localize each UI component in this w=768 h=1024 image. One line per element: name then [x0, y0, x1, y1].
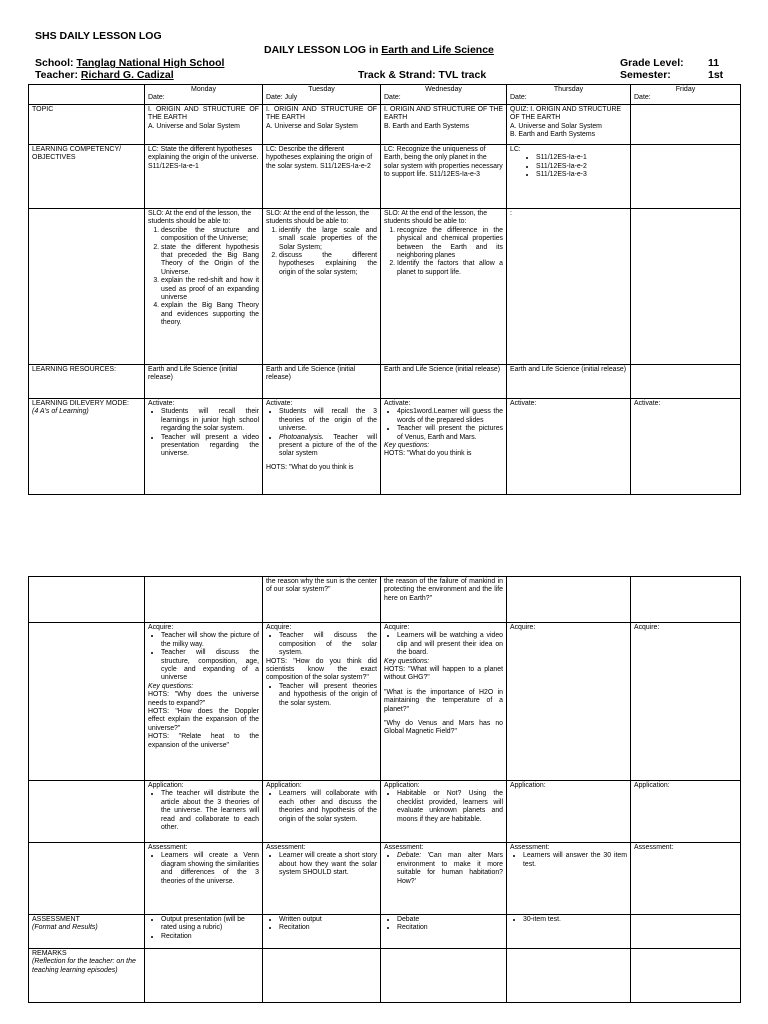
hots-question: HOTS: "What do you think is	[266, 463, 354, 471]
resources-friday	[631, 365, 741, 399]
slo-tuesday	[263, 209, 381, 365]
slo-thursday: :	[507, 209, 631, 365]
activate-heading: Activate:	[266, 400, 293, 407]
acquire-row	[29, 623, 741, 781]
topic-thursday	[507, 105, 631, 145]
assessment-item	[397, 852, 503, 886]
label-line: OBJECTIVES	[32, 154, 76, 162]
assessment-list	[148, 852, 259, 886]
application-heading: Application:	[634, 782, 670, 789]
assessment-heading: Assessment:	[148, 844, 188, 851]
application-wednesday	[381, 781, 507, 843]
delivery-row	[29, 399, 741, 495]
lesson-table-page1	[28, 84, 741, 495]
label-line: ASSESSMENT	[32, 916, 80, 923]
topic-line: A. Universe and Solar System	[266, 122, 358, 130]
acquire-monday	[145, 623, 263, 781]
lc-code-list	[510, 154, 627, 179]
assessment-item: • Learner will create a short story about how they want the solar system SHOULD start.	[279, 852, 377, 877]
cont-thursday	[507, 577, 631, 623]
subject-name: Earth and Life Science	[381, 44, 494, 56]
slo-head: SLO: At the end of the lesson, the students should be able to:	[266, 210, 370, 226]
assessment-monday	[145, 843, 263, 915]
application-monday	[145, 781, 263, 843]
assessment-heading: Assessment:	[510, 844, 550, 851]
delivery-wednesday	[381, 399, 507, 495]
topic-tuesday	[263, 105, 381, 145]
application-heading: Application:	[384, 782, 420, 789]
slo-friday	[631, 209, 741, 365]
slo-monday	[145, 209, 263, 365]
label-line: LEARNING DILEVERY MODE:	[32, 400, 129, 407]
slo-item: 1. describe the structure and composition of the Universe;	[161, 227, 259, 244]
acquire-tuesday	[263, 623, 381, 781]
assess-item: • Written output	[279, 916, 377, 924]
slo-item: 4. explain the Big Bang Theory and evidences supporting the theory.	[161, 302, 259, 327]
teacher-line	[35, 69, 174, 81]
assessment-list	[384, 852, 503, 886]
corner-cell	[29, 85, 145, 105]
acquire-label	[29, 623, 145, 781]
acquire-list	[384, 632, 503, 657]
application-list	[266, 790, 377, 824]
acquire-heading: Acquire:	[510, 624, 536, 631]
activate-item: • Students will recall their learnings in junior high school regarding the solar system.	[161, 408, 259, 433]
date-label: Date: July	[266, 94, 298, 101]
date-label: Date:	[510, 94, 527, 101]
acquire-thursday	[507, 623, 631, 781]
assess-list	[384, 916, 503, 933]
application-item: • The teacher will distribute the article about the 3 theories of the universe. The learners will read and collaborate to each other.	[161, 790, 259, 832]
slo-item: 3. explain the red-shift and how it used as proof of an expanding universe	[161, 277, 259, 302]
activate-heading: Activate:	[634, 400, 661, 407]
day-name: Wednesday	[425, 86, 462, 93]
lc-code: • S11/12ES-Ia-e-1	[536, 154, 627, 162]
delivery-label	[29, 399, 145, 495]
topic-wednesday	[381, 105, 507, 145]
day-name: Tuesday	[308, 86, 335, 93]
acquire-list	[148, 632, 259, 682]
activate-item: • Students will recall the 3 theories of the origin of the universe.	[279, 408, 377, 433]
application-tuesday	[263, 781, 381, 843]
assessment-activity-label	[29, 843, 145, 915]
label-line: LEARNING COMPETENCY/	[32, 146, 122, 153]
topic-line: B. Earth and Earth Systems	[384, 122, 470, 130]
topic-line: A. Universe and Solar System	[148, 122, 240, 130]
topic-line: I. ORIGIN AND STRUCTURE OF THE EARTH	[148, 106, 259, 122]
slo-item: 2. state the different hypothesis that preceded the Big Bang Theory of the Origin of the Universe.	[161, 244, 259, 278]
slo-list	[148, 227, 259, 328]
topic-line: QUIZ: I. ORIGIN AND STRUCTURE OF THE EARTH	[510, 106, 622, 122]
assessment-item: • Learners will answer the 30 item test.	[523, 852, 627, 869]
log-title	[264, 44, 494, 56]
activate-heading: Activate:	[148, 400, 175, 407]
hots-question: HOTS: "How does the Doppler effect explain the expansion of the universe?"	[148, 708, 259, 732]
remarks-tuesday	[263, 949, 381, 1003]
remarks-label	[29, 949, 145, 1003]
application-item: • Learners will collaborate with each other and discuss the theories and hypothesis of the origin of the solar system.	[279, 790, 377, 824]
topic-monday	[145, 105, 263, 145]
acquire-item: • Teacher will discuss the structure, composition, age, cycle and expanding of a universe	[161, 649, 259, 683]
lc-head: LC:	[510, 146, 521, 153]
cont-wednesday: the reason of the failure of mankind in protecting the environment and the life here on Earth?"	[381, 577, 507, 623]
label-subline: (Format and Results)	[32, 924, 98, 932]
question: "Why do Venus and Mars has no Global Magnetic Field?"	[384, 720, 503, 736]
label-subline: (4 A's of Learning)	[32, 408, 89, 416]
grade-value: 11	[708, 57, 720, 69]
day-cell-thursday	[507, 85, 631, 105]
slo-item: 2. Identify the factors that allow a planet to support life.	[397, 260, 503, 277]
school-line	[35, 57, 224, 69]
resources-row	[29, 365, 741, 399]
competency-tuesday: LC: Describe the different hypotheses explaining the origin of the solar system. S11/12ES-Ia-e-2	[263, 145, 381, 209]
day-name: Thursday	[553, 86, 584, 93]
label-subline: (Reflection for the teacher: on the teaching learning episodes)	[32, 958, 136, 974]
acquire-heading: Acquire:	[148, 624, 174, 631]
day-cell-wednesday	[381, 85, 507, 105]
application-thursday	[507, 781, 631, 843]
assess-monday	[145, 915, 263, 949]
application-heading: Application:	[510, 782, 546, 789]
resources-tuesday: Earth and Life Science (initial release)	[263, 365, 381, 399]
delivery-thursday	[507, 399, 631, 495]
assess-list	[510, 916, 627, 924]
slo-item: 1. identify the large scale and small scale properties of the Solar System;	[279, 227, 377, 252]
hots-question: HOTS: "What do you think is	[384, 450, 472, 458]
date-label: Date:	[384, 94, 401, 101]
assess-item: • Output presentation (will be rated using a rubric)	[161, 916, 259, 933]
topic-row	[29, 105, 741, 145]
assess-item: • 30-item test.	[523, 916, 627, 924]
hots-question: HOTS: "How do you think did scientists know the exact composition of the solar system?"	[266, 657, 377, 682]
assessment-friday	[631, 843, 741, 915]
day-cell-monday	[145, 85, 263, 105]
application-label	[29, 781, 145, 843]
assess-wednesday	[381, 915, 507, 949]
assess-list	[148, 916, 259, 941]
competency-monday: LC: State the different hypotheses explaining the origin of the universe. S11/12ES-Ia-e-1	[145, 145, 263, 209]
assessment-heading: Assessment:	[634, 844, 674, 851]
photoanalysis-label: Photoanalysis.	[279, 433, 324, 441]
assessment-list	[510, 852, 627, 869]
application-row	[29, 781, 741, 843]
assessment-list	[266, 852, 377, 877]
track-strand: Track & Strand: TVL track	[358, 69, 487, 81]
assess-list	[266, 916, 377, 933]
activate-item: • 4pics1word.Learner will guess the words of the prepared slides	[397, 408, 503, 425]
activate-list	[266, 408, 377, 458]
assess-item: • Recitation	[397, 924, 503, 932]
application-list	[148, 790, 259, 832]
competency-wednesday: LC: Recognize the uniqueness of Earth, being the only planet in the solar system with properties necessary to support life. S11/12ES-Ia-e-3	[381, 145, 507, 209]
activate-item: • Teacher will present the pictures of Venus, Earth and Mars.	[397, 425, 503, 442]
competency-thursday	[507, 145, 631, 209]
assess-item: • Recitation	[279, 924, 377, 932]
lc-code: • S11/12ES-Ia-e-2	[536, 163, 627, 171]
activate-list	[148, 408, 259, 458]
acquire-heading: Acquire:	[384, 624, 410, 631]
debate-topic: 'Can man alter Mars environment to make it more suitable for human habitation? How?'	[397, 852, 503, 885]
application-list	[384, 790, 503, 824]
resources-label: LEARNING RESOURCES:	[29, 365, 145, 399]
application-item: • Habitable or Not? Using the checklist provided, learners will evaluate unknown planets and moons if they are habitable.	[397, 790, 503, 824]
assessment-wednesday	[381, 843, 507, 915]
activate-list	[384, 408, 503, 442]
competency-label	[29, 145, 145, 209]
day-cell-friday	[631, 85, 741, 105]
resources-wednesday: Earth and Life Science (initial release)	[381, 365, 507, 399]
acquire-heading: Acquire:	[634, 624, 660, 631]
activate-item: • Photoanalysis. Teacher will present a picture of the of the solar system	[279, 434, 377, 459]
question: "What is the importance of H2O in maintaining the temperature of a planet?"	[384, 688, 503, 713]
day-cell-tuesday	[263, 85, 381, 105]
school-label: School:	[35, 57, 74, 69]
assessment-heading: Assessment:	[384, 844, 424, 851]
assessment-thursday	[507, 843, 631, 915]
key-questions: Key questions:	[384, 657, 430, 665]
semester-label: Semester:	[620, 69, 671, 81]
continued-row	[29, 577, 741, 623]
acquire-item: • Teacher will present theories and hypothesis of the origin of the solar system.	[279, 683, 377, 708]
date-label: Date:	[634, 94, 651, 101]
remarks-row	[29, 949, 741, 1003]
resources-monday: Earth and Life Science (initial release)	[145, 365, 263, 399]
assessment-item: • Learners will create a Venn diagram showing the similarities and differences of the 3 theories of the universe.	[161, 852, 259, 886]
grade-label: Grade Level:	[620, 57, 684, 69]
assess-item: • Recitation	[161, 933, 259, 941]
semester-value: 1st	[708, 69, 724, 81]
resources-thursday: Earth and Life Science (initial release)	[507, 365, 631, 399]
label-line: REMARKS	[32, 950, 67, 957]
teacher-name: Richard G. Cadizal	[80, 69, 174, 81]
hots-question: HOTS: "Why does the universe needs to expand?"	[148, 691, 259, 707]
remarks-friday	[631, 949, 741, 1003]
cont-tuesday: the reason why the sun is the center of our solar system?"	[263, 577, 381, 623]
hots-question: HOTS: "Relate heat to the expansion of the universe"	[148, 733, 259, 749]
slo-row	[29, 209, 741, 365]
competency-friday	[631, 145, 741, 209]
acquire-item: • Learners will be watching a video clip and will present their idea on the board.	[397, 632, 503, 657]
assess-item: • Debate	[397, 916, 503, 924]
teacher-label: Teacher:	[35, 69, 78, 81]
slo-item: 1. recognize the difference in the physical and chemical properties between the Earth and its neighboring planes	[397, 227, 503, 261]
document-title: SHS DAILY LESSON LOG	[35, 30, 162, 42]
slo-list	[266, 227, 377, 277]
competency-row	[29, 145, 741, 209]
assessment-tuesday	[263, 843, 381, 915]
activate-heading: Activate:	[384, 400, 411, 407]
key-questions: Key questions:	[384, 442, 430, 450]
debate-label: Debate:	[397, 852, 422, 860]
slo-label	[29, 209, 145, 365]
delivery-monday	[145, 399, 263, 495]
acquire-list	[266, 632, 377, 657]
delivery-friday	[631, 399, 741, 495]
acquire-list	[266, 683, 377, 708]
assess-friday	[631, 915, 741, 949]
acquire-heading: Acquire:	[266, 624, 292, 631]
date-label: Date:	[148, 94, 165, 101]
log-prefix: DAILY LESSON LOG in	[264, 44, 379, 56]
acquire-wednesday	[381, 623, 507, 781]
application-heading: Application:	[148, 782, 184, 789]
cont-friday	[631, 577, 741, 623]
remarks-monday	[145, 949, 263, 1003]
assessment-heading: Assessment:	[266, 844, 306, 851]
assessment-row	[29, 915, 741, 949]
assessment-activity-row	[29, 843, 741, 915]
activate-item: • Teacher will present a video presentation regarding the universe.	[161, 434, 259, 459]
hots-question: HOTS: "What will happen to a planet without GHG?"	[384, 666, 503, 682]
lc-code: • S11/12ES-Ia-e-3	[536, 171, 627, 179]
slo-list	[384, 227, 503, 277]
delivery-tuesday	[263, 399, 381, 495]
topic-label: TOPIC	[29, 105, 145, 145]
cont-monday	[145, 577, 263, 623]
topic-friday	[631, 105, 741, 145]
assess-tuesday	[263, 915, 381, 949]
assessment-row-label	[29, 915, 145, 949]
slo-item: 2. discuss the different hypotheses explaining the origin of the solar system;	[279, 252, 377, 277]
assess-thursday	[507, 915, 631, 949]
key-questions: Key questions:	[148, 682, 194, 690]
slo-head: SLO: At the end of the lesson, the students should be able to:	[148, 210, 252, 226]
topic-line: I. ORIGIN AND STRUCTURE OF THE EARTH	[266, 106, 377, 122]
acquire-item: • Teacher will discuss the composition of the solar system.	[279, 632, 377, 657]
day-name: Friday	[675, 86, 696, 93]
slo-wednesday	[381, 209, 507, 365]
school-name: Tanglag National High School	[76, 57, 225, 69]
application-heading: Application:	[266, 782, 302, 789]
topic-line: I. ORIGIN AND STRUCTURE OF THE EARTH	[384, 106, 503, 122]
cont-label	[29, 577, 145, 623]
lesson-table-page2	[28, 576, 741, 1003]
remarks-thursday	[507, 949, 631, 1003]
acquire-friday	[631, 623, 741, 781]
day-header-row	[29, 85, 741, 105]
topic-line: A. Universe and Solar System	[510, 122, 602, 130]
application-friday	[631, 781, 741, 843]
activate-heading: Activate:	[510, 400, 537, 407]
remarks-wednesday	[381, 949, 507, 1003]
topic-line: B. Earth and Earth Systems	[510, 131, 596, 139]
slo-head: SLO: At the end of the lesson, the students should be able to:	[384, 210, 488, 226]
day-name: Monday	[191, 86, 216, 93]
acquire-item: • Teacher will show the picture of the milky way.	[161, 632, 259, 649]
